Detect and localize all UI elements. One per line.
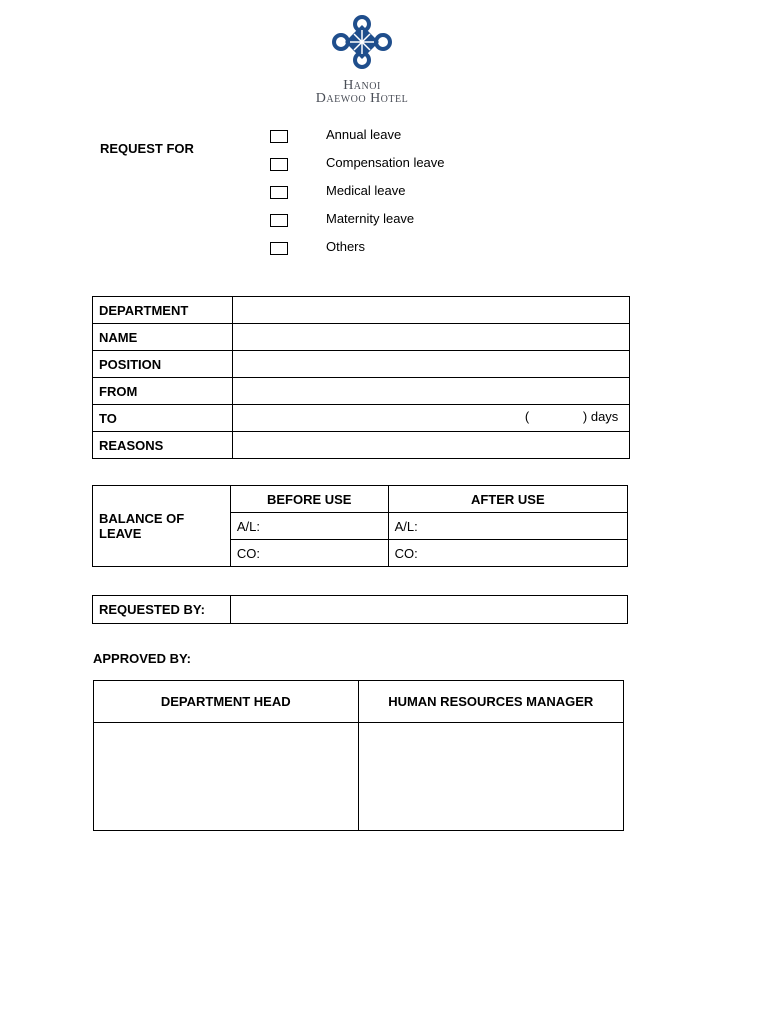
- position-label: POSITION: [93, 351, 233, 378]
- days-label: ) days: [582, 409, 619, 424]
- to-field[interactable]: [232, 405, 629, 432]
- others-checkbox[interactable]: [270, 242, 288, 255]
- department-head-header: DEPARTMENT HEAD: [94, 681, 359, 723]
- balance-of-leave-table: [92, 485, 628, 567]
- before-co-field[interactable]: CO:: [230, 540, 388, 567]
- annual-leave-label: Annual leave: [326, 127, 402, 142]
- position-field[interactable]: [232, 351, 629, 378]
- department-head-signature-box[interactable]: [94, 723, 359, 831]
- approval-table: [93, 680, 624, 831]
- reasons-field[interactable]: [232, 432, 629, 459]
- after-al-field[interactable]: A/L:: [388, 513, 627, 540]
- reasons-label: REASONS: [93, 432, 233, 459]
- request-for-label: REQUEST FOR: [100, 141, 194, 156]
- hotel-name-line1: Hanoi: [343, 78, 381, 93]
- department-field[interactable]: [232, 297, 629, 324]
- medical-leave-checkbox[interactable]: [270, 186, 288, 199]
- annual-leave-checkbox[interactable]: [270, 130, 288, 143]
- from-field[interactable]: [232, 378, 629, 405]
- compensation-leave-label: Compensation leave: [326, 155, 445, 170]
- requested-by-label: REQUESTED BY:: [93, 596, 231, 624]
- hotel-name-line2: Daewoo Hotel: [315, 91, 409, 106]
- before-al-field[interactable]: A/L:: [230, 513, 388, 540]
- approved-by-label: APPROVED BY:: [93, 651, 191, 666]
- hr-manager-signature-box[interactable]: [358, 723, 624, 831]
- medical-leave-label: Medical leave: [326, 183, 406, 198]
- from-label: FROM: [93, 378, 233, 405]
- hotel-logo-icon: [328, 14, 396, 70]
- maternity-leave-checkbox[interactable]: [270, 214, 288, 227]
- name-field[interactable]: [232, 324, 629, 351]
- requested-by-field[interactable]: [230, 596, 627, 624]
- days-open-paren: (: [524, 409, 530, 424]
- others-label: Others: [326, 239, 366, 254]
- requested-by-table: [92, 595, 628, 624]
- maternity-leave-label: Maternity leave: [326, 211, 415, 226]
- department-label: DEPARTMENT: [93, 297, 233, 324]
- to-label: TO: [93, 405, 233, 432]
- balance-of-leave-label: BALANCE OF LEAVE: [93, 486, 231, 567]
- after-co-field[interactable]: CO:: [388, 540, 627, 567]
- before-use-header: BEFORE USE: [230, 486, 388, 513]
- after-use-header: AFTER USE: [388, 486, 627, 513]
- hr-manager-header: HUMAN RESOURCES MANAGER: [358, 681, 624, 723]
- employee-details-table: [92, 296, 630, 459]
- compensation-leave-checkbox[interactable]: [270, 158, 288, 171]
- name-label: NAME: [93, 324, 233, 351]
